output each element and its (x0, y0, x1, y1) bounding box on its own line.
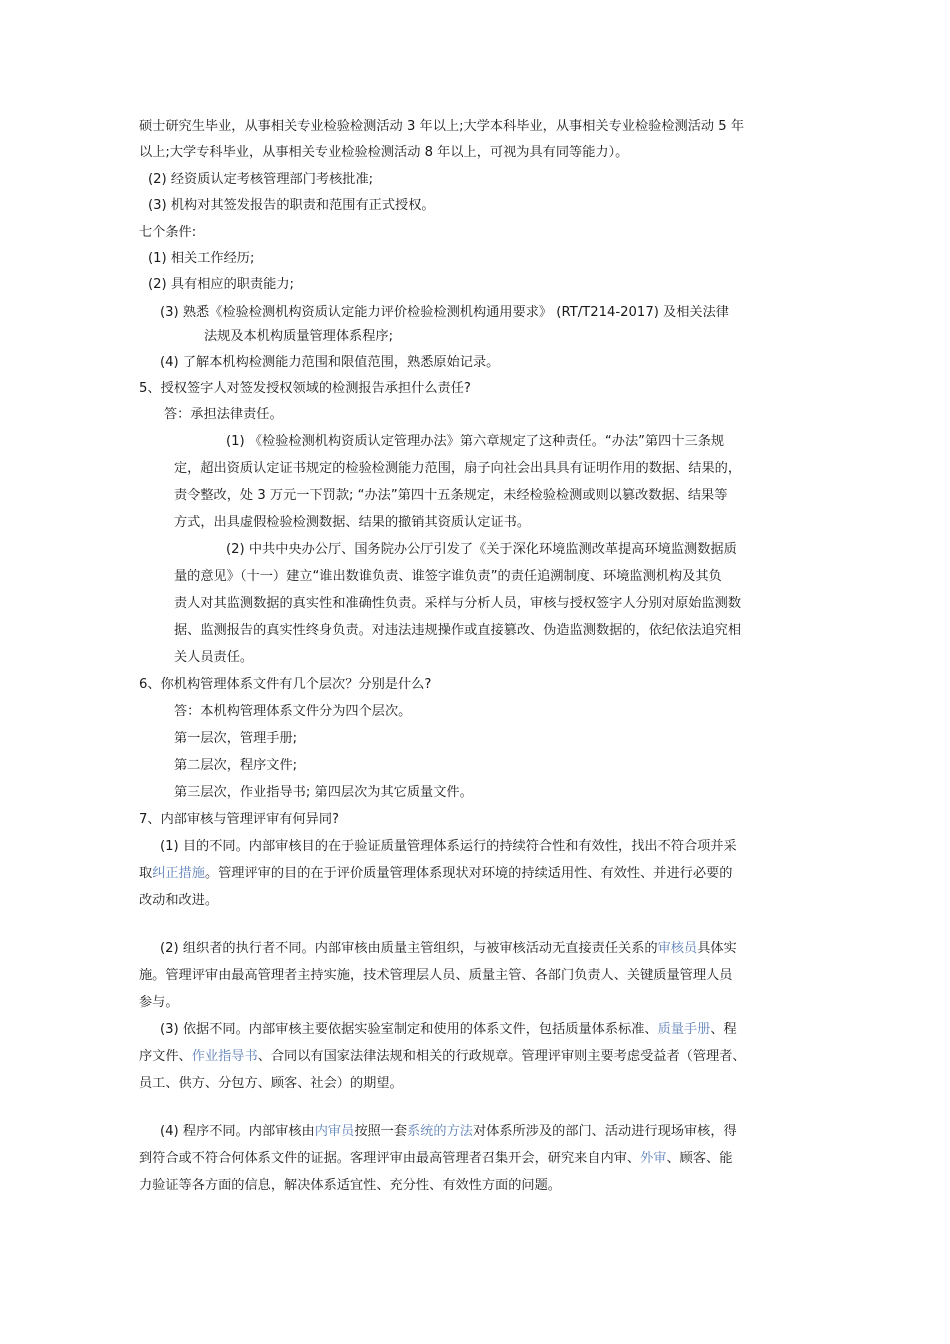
text-segment: (4) 程序不同。内部审核由 (160, 1124, 315, 1139)
text-line (139, 1176, 561, 1196)
text-line (139, 810, 339, 830)
text-line (139, 864, 732, 884)
text-line (139, 1149, 732, 1169)
text-segment: (1) 《检验检测机构资质认定管理办法》第六章规定了这种责任。“办法”第四十三条规 (226, 434, 725, 449)
text-line (139, 891, 218, 911)
text-line (226, 540, 737, 560)
hyperlink[interactable]: 纠正措施 (152, 866, 205, 881)
text-segment: 到符合或不符合何体系文件的证据。客理评审由最高管理者召集开会，研究来自内审、 (139, 1151, 641, 1166)
text-segment: 改动和改进。 (139, 893, 219, 908)
text-segment: (1) 相关工作经历; (148, 251, 255, 266)
text-line (139, 117, 744, 137)
text-segment: 、程 (710, 1022, 737, 1037)
text-segment: 取 (139, 866, 153, 881)
text-segment: 员工、供方、分包方、顾客、社会）的期望。 (139, 1076, 403, 1091)
text-segment: 参与。 (139, 995, 179, 1010)
text-line (174, 486, 727, 506)
text-segment: (4) 了解本机构检测能力范围和限值范围，熟悉原始记录。 (160, 355, 500, 370)
hyperlink[interactable]: 审核员 (657, 941, 698, 956)
text-line (174, 756, 297, 776)
text-segment: 量的意见》（十一）建立“谁出数谁负责、谁签字谁负责”的责任追溯制度、环境监测机构及其负 (174, 569, 722, 584)
text-line (148, 249, 254, 269)
hyperlink[interactable]: 作业指导书 (191, 1049, 258, 1064)
text-segment: 定，超出资质认定证书规定的检验检测能力范围，扇子向社会出具具有证明作用的数据、结果的， (174, 461, 742, 476)
text-segment: 施。管理评审由最高管理者主持实施，技术管理层人员、质量主管、各部门负责人、关键质量管理人员 (139, 968, 733, 983)
text-line (139, 675, 431, 695)
text-line (160, 1020, 737, 1040)
text-line (139, 993, 179, 1013)
text-line (174, 594, 741, 614)
text-segment: (3) 机构对其签发报告的职责和范围有正式授权。 (148, 198, 435, 213)
text-line (139, 1074, 403, 1094)
text-line (148, 196, 435, 216)
text-line (226, 432, 724, 452)
text-segment: 硕士研究生毕业，从事相关专业检验检测活动 3 年以上;大学本科毕业，从事相关专业检验检测活动 5 年 (139, 119, 745, 134)
hyperlink[interactable]: 系统的方法 (407, 1124, 473, 1139)
text-line (160, 1122, 737, 1142)
text-line (160, 353, 499, 373)
text-segment: (2) 中共中央办公厅、国务院办公厅引发了《关于深化环境监测改革提高环境监测数据质 (226, 542, 737, 557)
hyperlink[interactable]: 内审员 (314, 1124, 355, 1139)
text-segment: 法规及本机构质量管理体系程序; (204, 329, 394, 344)
text-segment: 力验证等各方面的信息，解决体系适宜性、充分性、有效性方面的问题。 (139, 1178, 561, 1193)
text-line (139, 1047, 746, 1067)
text-segment: 答：本机构管理体系文件分为四个层次。 (174, 704, 412, 719)
text-segment: (2) 具有相应的职责能力; (148, 277, 295, 292)
text-segment: 第二层次，程序文件; (174, 758, 298, 773)
text-line (160, 939, 737, 959)
text-segment: 、顾客、能 (666, 1151, 733, 1166)
text-line (139, 143, 628, 163)
hyperlink[interactable]: 外审 (640, 1151, 667, 1166)
text-line (174, 513, 530, 533)
text-segment: (3) 熟悉《检验检测机构资质认定能力评价检验检测机构通用要求》 (RT/T214-2017) 及相关法律 (160, 305, 729, 320)
text-segment: 序文件、 (139, 1049, 192, 1064)
text-line (174, 459, 741, 479)
text-line (174, 621, 741, 641)
text-line (204, 327, 393, 347)
text-segment: 责人对其监测数据的真实性和准确性负责。采样与分析人员，审核与授权签字人分别对原始监测数 (174, 596, 742, 611)
text-segment: 。管理评审的目的在于评价质量管理体系现状对环境的持续适用性、有效性、并进行必要的 (204, 866, 733, 881)
text-segment: 七个条件: (139, 225, 197, 240)
text-line (164, 405, 283, 425)
text-segment: 以上;大学专科毕业，从事相关专业检验检测活动 8 年以上，可视为具有同等能力）。 (139, 145, 629, 160)
text-segment: 具体实 (697, 941, 737, 956)
text-segment: 7、内部审核与管理评审有何异同? (139, 812, 340, 827)
text-segment: 第一层次，管理手册; (174, 731, 298, 746)
text-segment: 、合同以有国家法律法规和相关的行政规章。管理评审则主要考虑受益者（管理者、 (257, 1049, 746, 1064)
text-line (174, 648, 253, 668)
text-segment: (2) 经资质认定考核管理部门考核批准; (148, 172, 374, 187)
text-segment: 方式，出具虚假检验检测数据、结果的撤销其资质认定证书。 (174, 515, 531, 530)
text-segment: 第三层次，作业指导书; 第四层次为其它质量文件。 (174, 785, 473, 800)
text-line (148, 170, 373, 190)
text-line (174, 567, 722, 587)
text-line (174, 702, 411, 722)
text-segment: 关人员责任。 (174, 650, 254, 665)
text-segment: (3) 依据不同。内部审核主要依据实验室制定和使用的体系文件，包括质量体系标准、 (160, 1022, 658, 1037)
text-line (160, 303, 729, 323)
text-segment: 按照一套 (354, 1124, 408, 1139)
text-line (160, 837, 737, 857)
text-line (139, 966, 732, 986)
text-segment: (2) 组织者的执行者不同。内部审核由质量主管组织，与被审核活动无直接责任关系的 (160, 941, 658, 956)
text-line (174, 783, 473, 803)
text-segment: 责令整改，处 3 万元一下罚款; “办法”第四十五条规定，未经检验检测或则以篡改数据、结果等 (174, 488, 728, 503)
text-line (148, 275, 294, 295)
text-segment: 据、监测报告的真实性终身负责。对违法违规操作或直接篡改、伪造监测数据的，依纪依法追究相 (174, 623, 742, 638)
text-line (139, 223, 196, 243)
text-segment: (1) 目的不同。内部审核目的在于验证质量管理体系运行的持续符合性和有效性，找出不符合项并采 (160, 839, 737, 854)
text-segment: 5、授权签字人对签发授权领域的检测报告承担什么责任? (139, 381, 471, 396)
text-line (174, 729, 297, 749)
text-segment: 6、你机构管理体系文件有几个层次？分别是什么? (139, 677, 432, 692)
hyperlink[interactable]: 质量手册 (657, 1022, 711, 1037)
text-line (139, 379, 471, 399)
text-segment: 对体系所涉及的部门、活动进行现场审核，得 (473, 1124, 737, 1139)
text-segment: 答：承担法律责任。 (164, 407, 283, 422)
